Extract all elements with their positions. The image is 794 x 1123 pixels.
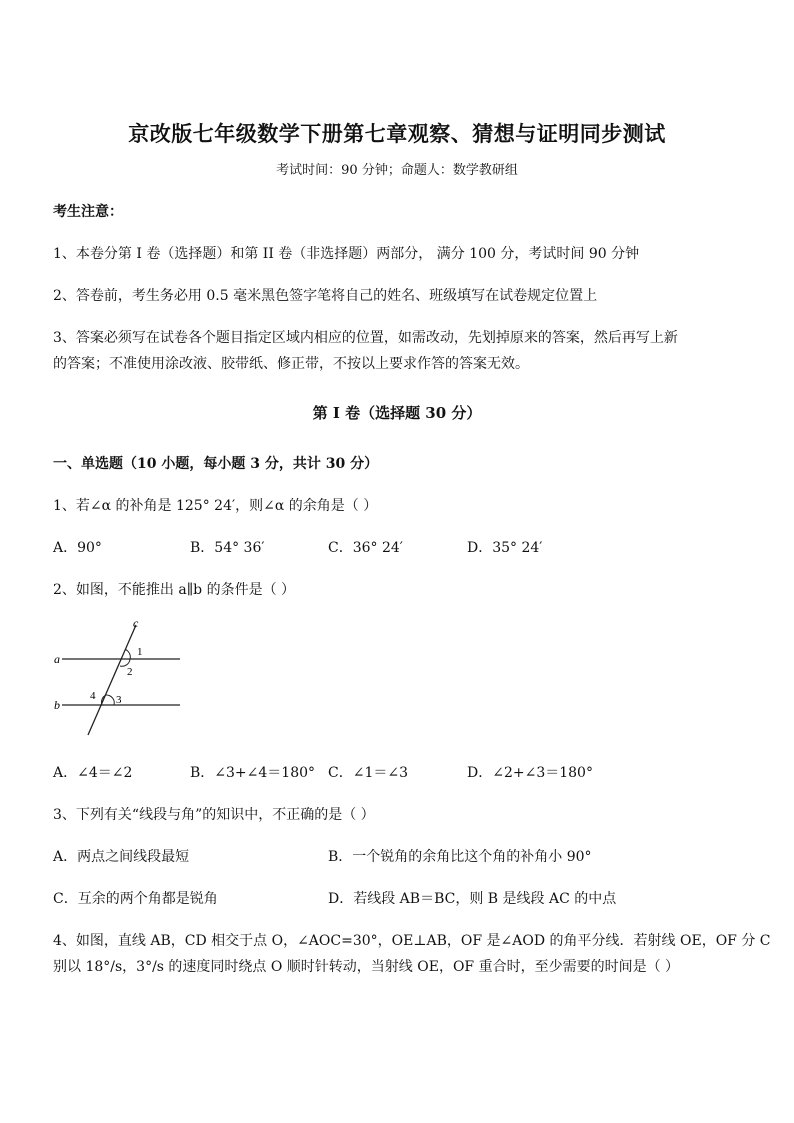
exam-info: 考试时间：90 分钟；命题人：数学教研组 (276, 163, 518, 178)
page-title: 京改版七年级数学下册第七章观察、猜想与证明同步测试 (128, 121, 666, 146)
question-2-option-c[interactable]: C．∠1＝∠3 (328, 765, 408, 781)
angle-1-arc (126, 650, 131, 660)
label-a: a (54, 652, 60, 666)
question-1-option-d[interactable]: D．35° 24′ (467, 540, 543, 556)
question-3-option-d[interactable]: D．若线段 AB＝BC，则 B 是线段 AC 的中点 (328, 891, 617, 907)
label-angle-3: 3 (116, 694, 122, 706)
question-3-option-b[interactable]: B．一个锐角的余角比这个角的补角小 90° (328, 849, 592, 865)
question-2-option-b[interactable]: B．∠3+∠4＝180° (190, 765, 316, 781)
line-c (88, 625, 136, 735)
label-c: c (133, 616, 139, 630)
angle-3-arc (106, 695, 114, 705)
question-2-stem: 2、如图，不能推出 a∥b 的条件是（ ） (53, 582, 296, 598)
question-1-option-a[interactable]: A．90° (53, 540, 102, 556)
label-angle-2: 2 (127, 666, 133, 678)
label-b: b (54, 698, 60, 712)
question-3-option-a[interactable]: A．两点之间线段最短 (53, 849, 190, 865)
notice-item-3-line-2: 的答案；不准使用涂改液、胶带纸、修正带，不按以上要求作答的答案无效。 (53, 356, 529, 372)
parallel-lines-figure (50, 615, 190, 740)
label-angle-1: 1 (137, 646, 143, 658)
question-1-option-c[interactable]: C．36° 24′ (328, 540, 403, 556)
notice-item-1: 1、本卷分第 I 卷（选择题）和第 II 卷（非选择题）两部分， 满分 100 分，考试时间 90 分钟 (53, 246, 640, 262)
notice-heading: 考生注意： (53, 204, 123, 220)
question-2-option-d[interactable]: D．∠2+∠3＝180° (467, 765, 593, 781)
question-2-option-a[interactable]: A．∠4＝∠2 (53, 765, 133, 781)
question-4-stem-line-1: 4、如图，直线 AB，CD 相交于点 O，∠AOC=30°，OE⊥AB，OF 是∠AOD 的角平分线．若射线 OE，OF 分 C (53, 933, 771, 949)
question-1-option-b[interactable]: B．54° 36′ (190, 540, 265, 556)
question-3-stem: 3、下列有关“线段与角”的知识中，不正确的是（ ） (53, 807, 375, 823)
part-1-title: 第 I 卷（选择题 30 分） (312, 404, 482, 422)
notice-item-3-line-1: 3、答案必须写在试卷各个题目指定区域内相应的位置，如需改动，先划掉原来的答案，然后再写上新 (53, 330, 678, 346)
question-1-stem: 1、若∠α 的补角是 125° 24′，则∠α 的余角是（ ） (53, 498, 378, 514)
notice-item-2: 2、答卷前，考生务必用 0.5 毫米黑色签字笔将自己的姓名、班级填写在试卷规定位置上 (53, 288, 598, 304)
question-3-option-c[interactable]: C．互余的两个角都是锐角 (53, 891, 218, 907)
section-heading: 一、单选题（10 小题，每小题 3 分，共计 30 分） (53, 456, 379, 472)
question-4-stem-line-2: 别以 18°/s，3°/s 的速度同时绕点 O 顺时针转动，当射线 OE，OF 重合时，至少需要的时间是（ ） (53, 959, 680, 975)
label-angle-4: 4 (90, 690, 96, 702)
